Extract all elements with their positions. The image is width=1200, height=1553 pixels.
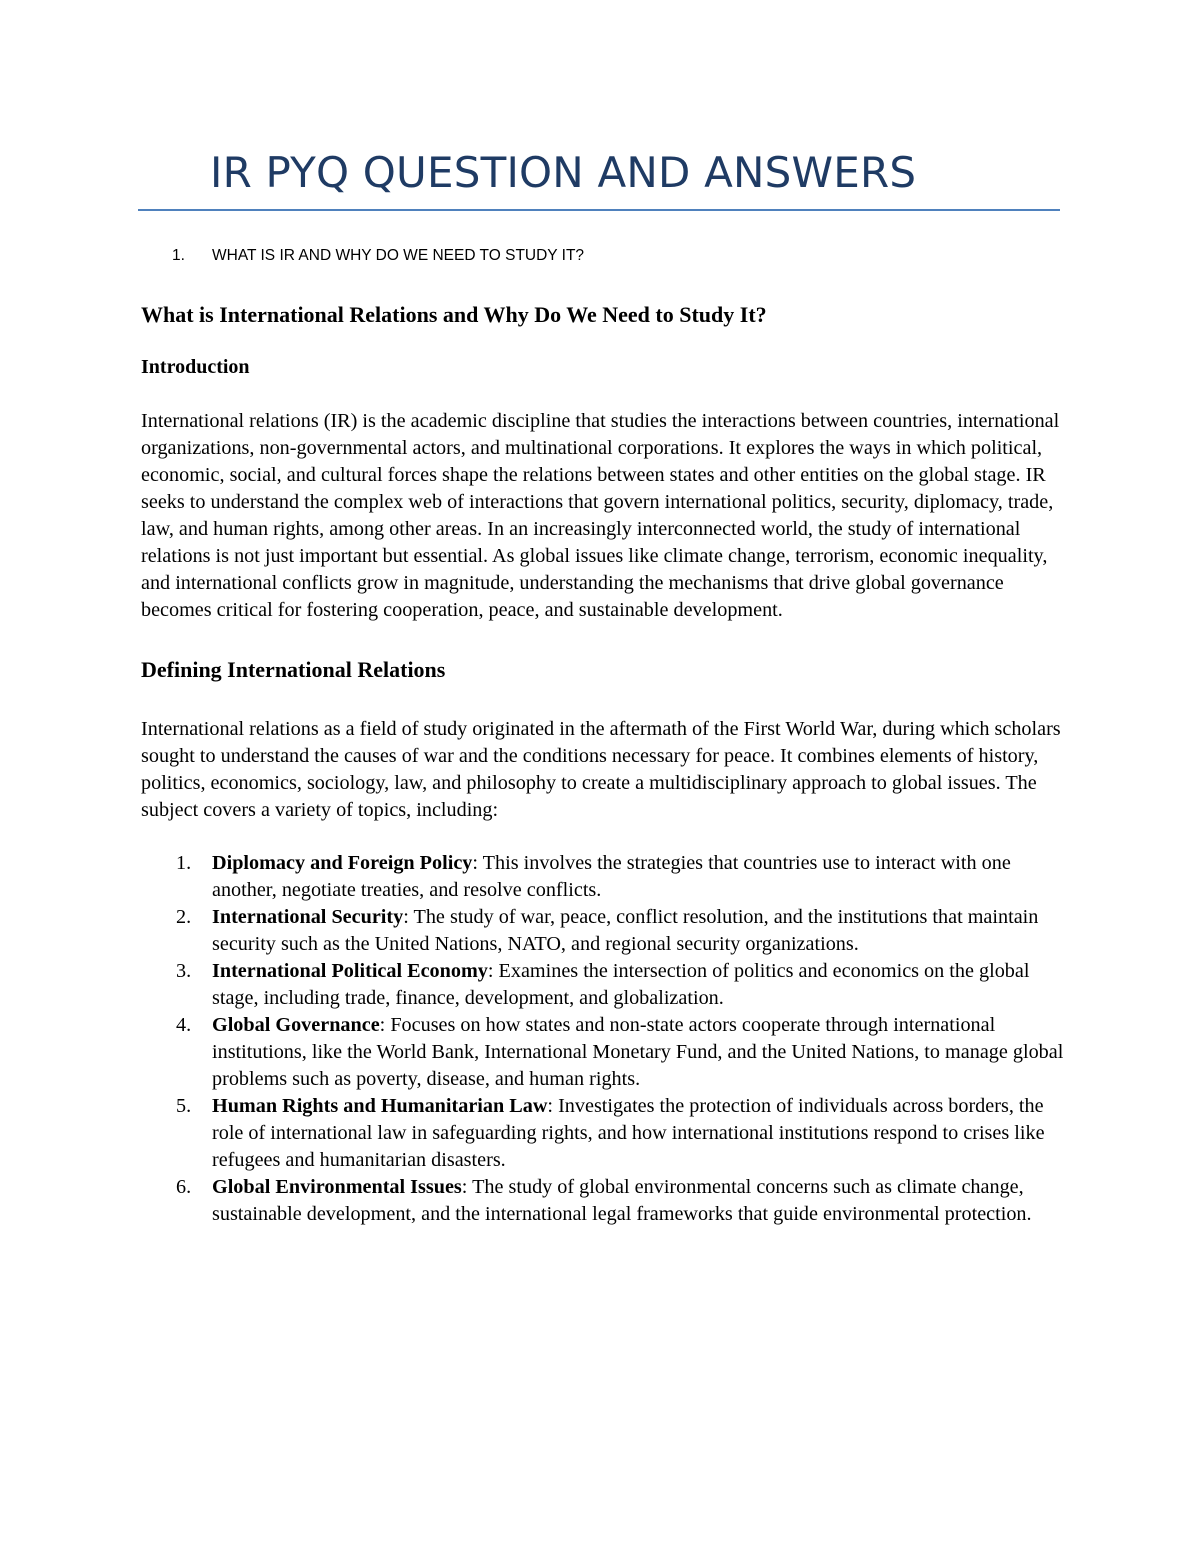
list-item bbox=[141, 904, 1071, 958]
list-item bbox=[141, 850, 1071, 904]
list-item-number: 4. bbox=[176, 1014, 192, 1036]
section-paragraph: International relations as a field of study originated in the aftermath of the First World War, during which scholars sought to understand the causes of war and the conditions necessary for peace. It combines elements of history, politics, economics, sociology, law, and philosophy to create a multidisciplinary approach to global issues. The subject covers a variety of topics, including: bbox=[141, 718, 1061, 821]
list-item-description: : Focuses on how states and non-state actors cooperate through international institutions, like the World Bank, International Monetary Fund, and the United Nations, to manage global problems such as poverty, disease, and human rights. bbox=[212, 1014, 1064, 1090]
list-item-term: Global Environmental Issues bbox=[212, 1176, 462, 1198]
list-item-description: : Examines the intersection of politics and economics on the global stage, including trade, finance, development, and globalization. bbox=[212, 960, 1030, 1009]
list-item bbox=[141, 1093, 1071, 1174]
list-item-description: : This involves the strategies that countries use to interact with one another, negotiate treaties, and resolve conflicts. bbox=[212, 852, 1011, 901]
list-item bbox=[141, 958, 1071, 1012]
list-item-number: 6. bbox=[176, 1176, 192, 1198]
list-item-description: : The study of global environmental concerns such as climate change, sustainable development, and the international legal frameworks that guide environmental protection. bbox=[212, 1176, 1032, 1225]
list-item-number: 2. bbox=[176, 906, 192, 928]
list-item bbox=[141, 1174, 1071, 1228]
question-number: 1. bbox=[172, 247, 185, 264]
main-heading: What is International Relations and Why Do We Need to Study It? bbox=[141, 302, 767, 327]
list-item-description: : Investigates the protection of individuals across borders, the role of international law in safeguarding rights, and how international institutions respond to crises like refugees and humanitarian disasters. bbox=[212, 1095, 1045, 1171]
intro-paragraph: International relations (IR) is the academic discipline that studies the interactions between countries, international organizations, non-governmental actors, and multinational corporations. It explores the ways in which political, economic, social, and cultural forces shape the relations between states and other entities on the global stage. IR seeks to understand the complex web of interactions that govern international politics, security, diplomacy, trade, law, and human rights, among other areas. In an increasingly interconnected world, the study of international relations is not just important but essential. As global issues like climate change, terrorism, economic inequality, and international conflicts grow in magnitude, understanding the mechanisms that drive global governance becomes critical for fostering cooperation, peace, and sustainable development. bbox=[141, 410, 1060, 621]
list-item-term: Diplomacy and Foreign Policy bbox=[212, 852, 473, 874]
document-body bbox=[141, 299, 1071, 1228]
list-item-number: 3. bbox=[176, 960, 192, 982]
list-item-number: 5. bbox=[176, 1095, 192, 1117]
document-title: IR PYQ QUESTION AND ANSWERS bbox=[210, 148, 917, 197]
question-text: WHAT IS IR AND WHY DO WE NEED TO STUDY IT? bbox=[212, 247, 585, 264]
title-underline bbox=[138, 209, 1060, 211]
list-item-term: International Political Economy bbox=[212, 960, 488, 982]
list-item-number: 1. bbox=[176, 852, 192, 874]
list-item-term: International Security bbox=[212, 906, 404, 928]
question-line bbox=[172, 243, 584, 269]
intro-heading: Introduction bbox=[141, 356, 250, 378]
list-item bbox=[141, 1012, 1071, 1093]
topic-list bbox=[141, 850, 1071, 1228]
list-item-term: Global Governance bbox=[212, 1014, 380, 1036]
list-item-term: Human Rights and Humanitarian Law bbox=[212, 1095, 548, 1117]
section-heading: Defining International Relations bbox=[141, 657, 446, 682]
list-item-description: : The study of war, peace, conflict resolution, and the institutions that maintain security such as the United Nations, NATO, and regional security organizations. bbox=[212, 906, 1039, 955]
